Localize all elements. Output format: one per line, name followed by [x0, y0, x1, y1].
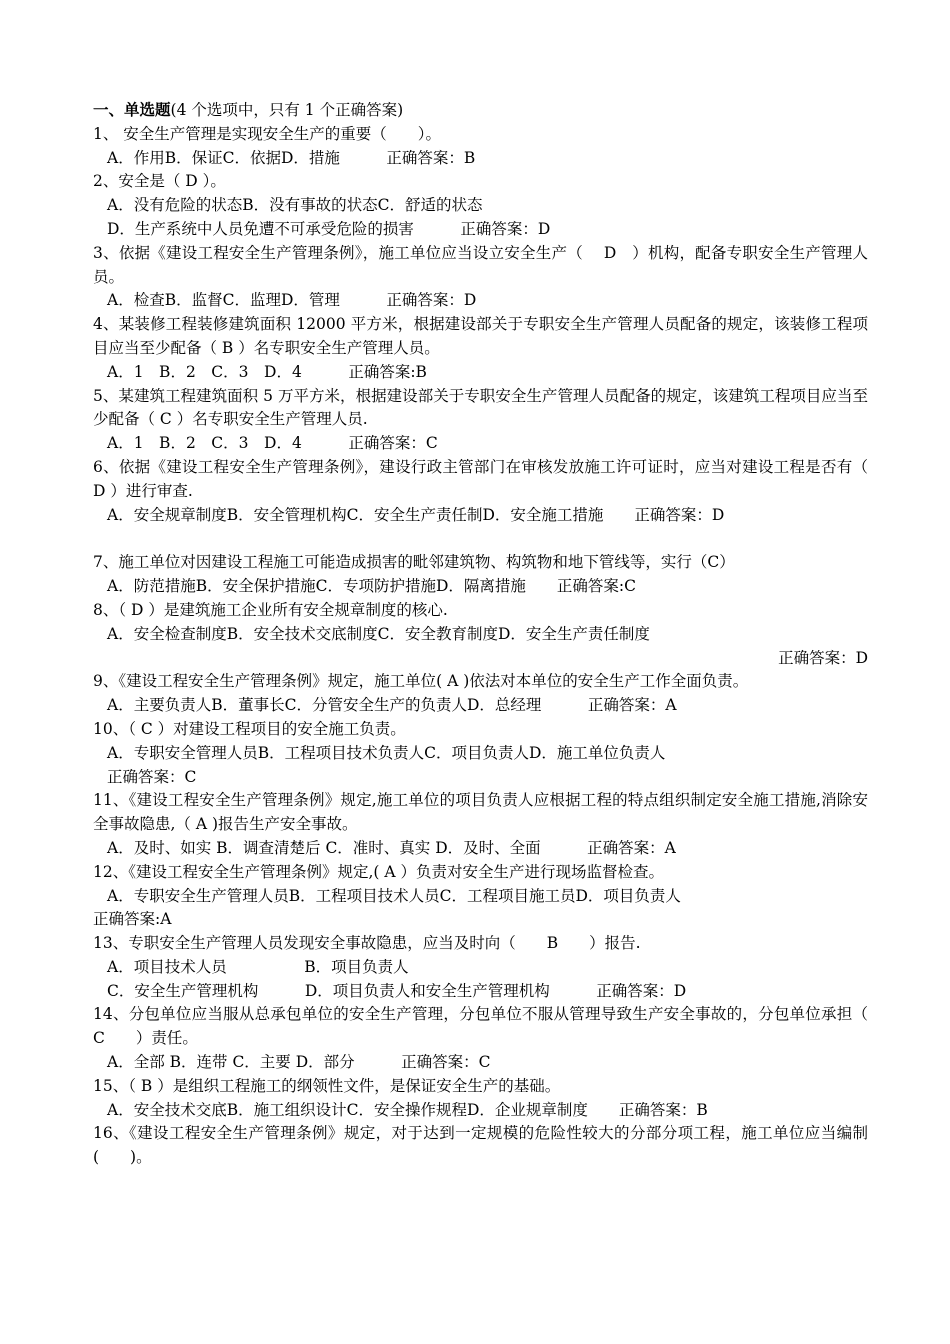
question-13-options: A．项目技术人员 B．项目负责人 — [107, 957, 409, 976]
question-8-options: A．安全检查制度B．安全技术交底制度C．安全教育制度D．安全生产责任制度 — [107, 624, 650, 643]
question-11-stem: 11、《建设工程安全生产管理条例》规定,施工单位的项目负责人应根据工程的特点组织制定安全施工措施,消除安全事故隐患,（ A )报告生产安全事故。 — [93, 791, 868, 834]
question-3-options: A．检查B．监督C．监理D．管理 正确答案：D — [107, 291, 477, 310]
question-4-stem: 4、某装修工程装修建筑面积 12000 平方米，根据建设部关于专职安全生产管理人员配备的规定，该装修工程项目应当至少配备（ B ）名专职安全生产管理人员。 — [93, 315, 868, 357]
question-16-stem: 16、《建设工程安全生产管理条例》规定，对于达到一定规模的危险性较大的分部分项工程，施工单位应当编制( )。 — [93, 1124, 868, 1167]
question-7-stem: 7、施工单位对因建设工程施工可能造成损害的毗邻建筑物、构筑物和地下管线等，实行（C） — [93, 553, 735, 572]
question-13-stem: 13、专职安全生产管理人员发现安全事故隐患，应当及时向（ B ）报告. — [93, 934, 641, 953]
section-title: 一、单选题 — [93, 100, 171, 119]
question-2-options-cont: D．生产系统中人员免遭不可承受危险的损害 正确答案：D — [107, 219, 551, 238]
question-1-options: A．作用B．保证C．依据D．措施 正确答案：B — [107, 148, 476, 167]
question-3-stem: 3、依据《建设工程安全生产管理条例》，施工单位应当设立安全生产（ D ）机构，配备专职安全生产管理人员。 — [93, 243, 868, 286]
question-12-answer: 正确答案:A — [93, 910, 172, 929]
question-10-stem: 10、（ C ）对建设工程项目的安全施工负责。 — [93, 719, 406, 738]
question-9-options: A．主要负责人B．董事长C．分管安全生产的负责人D．总经理 正确答案：A — [107, 696, 677, 715]
question-2-stem: 2、安全是（ D ）。 — [93, 172, 226, 191]
question-8-answer: 正确答案：D — [778, 648, 868, 667]
question-14-options: A．全部 B．连带 C．主要 D．部分 正确答案：C — [107, 1053, 491, 1072]
question-12-options: A．专职安全生产管理人员B．工程项目技术人员C．工程项目施工员D．项目负责人 — [107, 886, 681, 905]
question-15-stem: 15、（ B ）是组织工程施工的纲领性文件，是保证安全生产的基础。 — [93, 1076, 561, 1095]
question-6-stem: 6、依据《建设工程安全生产管理条例》，建设行政主管部门在审核发放施工许可证时，应当对建设工程是否有（ D ）进行审查. — [93, 457, 868, 500]
question-12-stem: 12、《建设工程安全生产管理条例》规定,( A ）负责对安全生产进行现场监督检查。 — [93, 862, 664, 881]
question-14-stem: 14、分包单位应当服从总承包单位的安全生产管理，分包单位不服从管理导致生产安全事故的，分包单位承担（ C ）责任。 — [93, 1005, 900, 1048]
question-15-options: A．安全技术交底B．施工组织设计C．安全操作规程D．企业规章制度 正确答案：B — [107, 1100, 708, 1119]
question-6-options: A．安全规章制度B．安全管理机构C．安全生产责任制D．安全施工措施 正确答案：D — [107, 505, 725, 524]
question-10-options: A．专职安全管理人员B．工程项目技术负责人C．项目负责人D．施工单位负责人 — [107, 743, 666, 762]
section-note: (4 个选项中，只有 1 个正确答案) — [170, 101, 404, 119]
question-10-answer: 正确答案：C — [107, 767, 197, 786]
document-page — [93, 98, 900, 1170]
question-1-stem: 1、 安全生产管理是实现安全生产的重要（ ）。 — [93, 124, 442, 143]
question-5-stem: 5、某建筑工程建筑面积 5 万平方米，根据建设部关于专职安全生产管理人员配备的规定，该建筑工程项目应当至少配备（ C ）名专职安全生产管理人员. — [93, 386, 868, 429]
question-8-stem: 8、（ D ）是建筑施工企业所有安全规章制度的核心. — [93, 600, 448, 619]
section-heading — [93, 98, 868, 123]
question-7-options: A．防范措施B．安全保护措施C．专项防护措施D．隔离措施 正确答案:C — [107, 577, 636, 596]
question-11-options: A．及时、如实 B．调查清楚后 C．准时、真实 D．及时、全面 正确答案：A — [107, 838, 676, 857]
blank-line — [93, 527, 868, 551]
question-9-stem: 9、《建设工程安全生产管理条例》规定，施工单位( A )依法对本单位的安全生产工作全面负责。 — [93, 672, 749, 691]
question-2-options: A．没有危险的状态B．没有事故的状态C．舒适的状态 — [107, 196, 483, 215]
question-13-options-cont: C．安全生产管理机构 D．项目负责人和安全生产管理机构 正确答案：D — [107, 981, 687, 1000]
question-5-options: A．1 B．2 C．3 D．4 正确答案：C — [107, 434, 438, 453]
question-4-options: A．1 B．2 C．3 D．4 正确答案:B — [107, 362, 427, 381]
